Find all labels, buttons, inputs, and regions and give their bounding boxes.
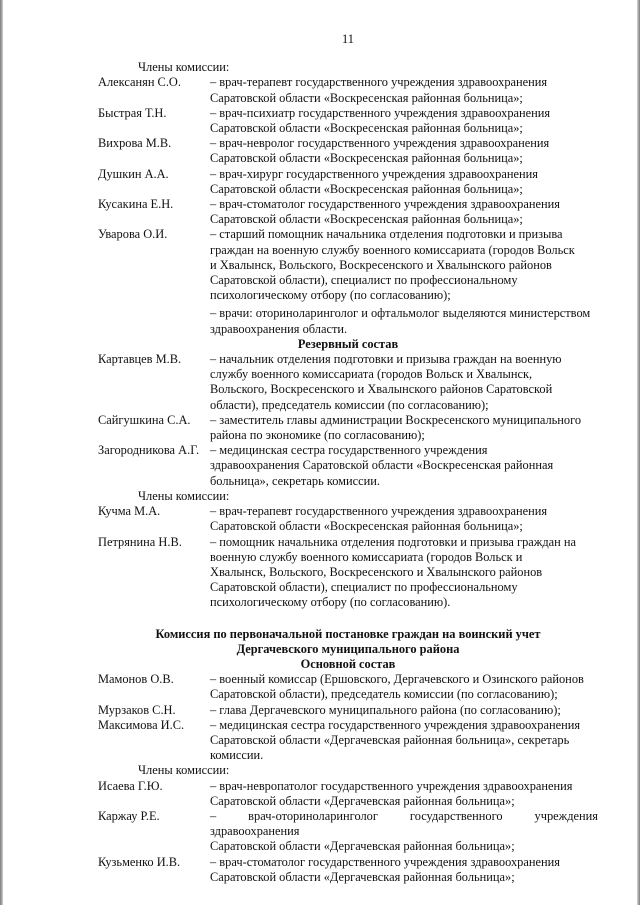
person-name: Кусакина Е.Н.: [98, 197, 174, 212]
person-entry: [98, 703, 598, 718]
reserve-title: Резервный состав: [297, 336, 399, 351]
person-role: [210, 106, 598, 136]
person-name: Каржау Р.Е.: [98, 808, 160, 823]
role-line: – врач-невропатолог государственного учреждения здравоохранения: [210, 778, 573, 793]
reserve-members-list: [98, 504, 598, 610]
role-line: – начальник отделения подготовки и призыва граждан на военную: [210, 352, 562, 367]
person-name: Душкин А.А.: [98, 166, 169, 181]
role-line: комиссии.: [210, 748, 264, 763]
members-heading: Члены комиссии:: [138, 60, 230, 75]
note-line: здравоохранения области.: [210, 321, 348, 336]
commission2-main-list: [98, 672, 598, 763]
person-entry: [98, 136, 598, 166]
page-number: 11: [342, 32, 354, 46]
person-role: [210, 504, 598, 534]
role-line: Саратовской области «Воскресенская районная больница»;: [210, 519, 523, 534]
commission-subtitle: Основной состав: [300, 656, 396, 671]
person-role: [210, 809, 598, 855]
role-line: – глава Дергачевского муниципального района (по согласованию);: [210, 702, 561, 717]
person-role: [210, 136, 598, 166]
role-line: Саратовской области), специалист по профессиональному: [210, 273, 518, 288]
person-entry: [98, 197, 598, 227]
person-role: [210, 718, 598, 764]
role-line: – заместитель главы администрации Воскресенского муниципального: [210, 412, 582, 427]
person-name: Быстрая Т.Н.: [98, 105, 167, 120]
person-entry: [98, 413, 598, 443]
role-line: – врач-стоматолог государственного учреждения здравоохранения: [210, 197, 560, 212]
person-entry: [98, 75, 598, 105]
person-name: Исаева Г.Ю.: [98, 778, 163, 793]
commission2-members-list: [98, 779, 598, 885]
role-line: – врач-терапевт государственного учреждения здравоохранения: [210, 504, 548, 519]
role-line: психологическому отбору (по согласованию);: [210, 288, 451, 303]
role-line: здравоохранения Саратовской области «Воскресенская районная: [210, 458, 554, 473]
person-name: Кучма М.А.: [98, 504, 161, 519]
role-line: – врач-психиатр государственного учреждения здравоохранения: [210, 105, 551, 120]
role-line: области), председатель комиссии (по согласованию);: [210, 397, 489, 412]
person-entry: [98, 779, 598, 809]
role-line: и Хвалынск, Вольского, Воскресенского и Хвалынского районов: [210, 257, 552, 272]
role-line: Саратовской области «Воскресенская районная больница»;: [210, 151, 523, 166]
role-line: – помощник начальника отделения подготовки и призыва граждан на: [210, 534, 576, 549]
role-line: Хвалынск, Вольского, Воскресенского и Хвалынского районов: [210, 564, 543, 579]
role-line: – старший помощник начальника отделения подготовки и призыва: [210, 227, 563, 242]
person-name: Алексанян С.О.: [98, 75, 181, 90]
person-entry: [98, 167, 598, 197]
person-role: [210, 535, 598, 611]
doctors-note: [210, 306, 598, 336]
person-role: [210, 443, 598, 489]
role-line: Вольского, Воскресенского и Хвалынского районов Саратовской: [210, 382, 553, 397]
commission2-members-heading: Члены комиссии:: [138, 763, 230, 778]
role-line: Саратовской области «Воскресенская районная больница»;: [210, 212, 523, 227]
reserve-main-list: [98, 352, 598, 489]
role-line: – медицинская сестра государственного учреждения: [210, 443, 488, 458]
document-page: [98, 32, 598, 885]
role-line: – врач-терапевт государственного учреждения здравоохранения: [210, 75, 548, 90]
role-line: Саратовской области «Дергачевская районная больница»;: [210, 869, 515, 884]
person-name: Загородникова А.Г.: [98, 443, 200, 458]
role-line: – военный комиссар (Ершовского, Дергачевского и Озинского районов: [210, 672, 584, 687]
person-role: [210, 703, 598, 718]
person-name: Мурзаков С.Н.: [98, 702, 176, 717]
reserve-members-heading: Члены комиссии:: [138, 488, 230, 503]
person-entry: [98, 809, 598, 855]
person-role: [210, 672, 598, 702]
role-line: Саратовской области «Воскресенская районная больница»;: [210, 121, 523, 136]
person-name: Кузьменко И.В.: [98, 854, 181, 869]
role-line: военную службу военного комиссариата (городов Вольск и: [210, 549, 523, 564]
role-line: – врач-невролог государственного учреждения здравоохранения: [210, 136, 550, 151]
person-name: Сайгушкина С.А.: [98, 412, 191, 427]
commission-title-line1: Комиссия по первоначальной постановке граждан на воинский учет: [155, 626, 541, 641]
scan-edge-left: [0, 0, 3, 905]
person-role: [210, 779, 598, 809]
role-line: психологическому отбору (по согласованию).: [210, 595, 451, 610]
person-entry: [98, 106, 598, 136]
person-entry: [98, 352, 598, 413]
person-name: Максимова И.С.: [98, 717, 185, 732]
commission-title-line2: Дергачевского муниципального района: [236, 641, 460, 656]
role-line: службу военного комиссариата (городов Вольск и Хвалынск,: [210, 367, 533, 382]
person-entry: [98, 443, 598, 489]
person-entry: [98, 504, 598, 534]
role-line: Саратовской области «Воскресенская районная больница»;: [210, 181, 523, 196]
person-role: [210, 855, 598, 885]
role-line: – врач-хирург государственного учреждения здравоохранения: [210, 166, 538, 181]
role-line: Саратовской области «Дергачевская районная больница», секретарь: [210, 732, 570, 747]
role-line: – врач-стоматолог государственного учреждения здравоохранения: [210, 854, 560, 869]
role-line: Саратовской области «Воскресенская районная больница»;: [210, 90, 523, 105]
role-line: больница», секретарь комиссии.: [210, 473, 381, 488]
person-role: [210, 75, 598, 105]
note-line: – врачи: оториноларинголог и офтальмолог выделяются министерством: [210, 306, 591, 321]
person-name: Петрянина Н.В.: [98, 534, 182, 549]
person-entry: [98, 227, 598, 303]
person-name: Вихрова М.В.: [98, 136, 172, 151]
person-name: Картавцев М.В.: [98, 352, 182, 367]
person-role: [210, 413, 598, 443]
person-role: [210, 197, 598, 227]
person-entry: [98, 672, 598, 702]
role-line: Саратовской области «Дергачевская районная больница»;: [210, 839, 515, 854]
block1-members-list: [98, 75, 598, 303]
role-line: граждан на военную службу военного комиссариата (городов Вольск: [210, 242, 575, 257]
person-name: Уварова О.И.: [98, 227, 168, 242]
person-entry: [98, 535, 598, 611]
role-line: Саратовской области), специалист по профессиональному: [210, 580, 518, 595]
role-line: – медицинская сестра государственного учреждения здравоохранения: [210, 717, 581, 732]
role-line: – врач-оториноларинголог государственного учреждения здравоохранения: [210, 808, 598, 839]
person-entry: [98, 718, 598, 764]
role-line: Саратовской области «Дергачевская районная больница»;: [210, 793, 515, 808]
role-line: района по экономике (по согласованию);: [210, 428, 425, 443]
role-line: Саратовской области), председатель комиссии (по согласованию);: [210, 687, 558, 702]
person-role: [210, 352, 598, 413]
person-role: [210, 227, 598, 303]
person-name: Мамонов О.В.: [98, 672, 174, 687]
person-entry: [98, 855, 598, 885]
person-role: [210, 167, 598, 197]
